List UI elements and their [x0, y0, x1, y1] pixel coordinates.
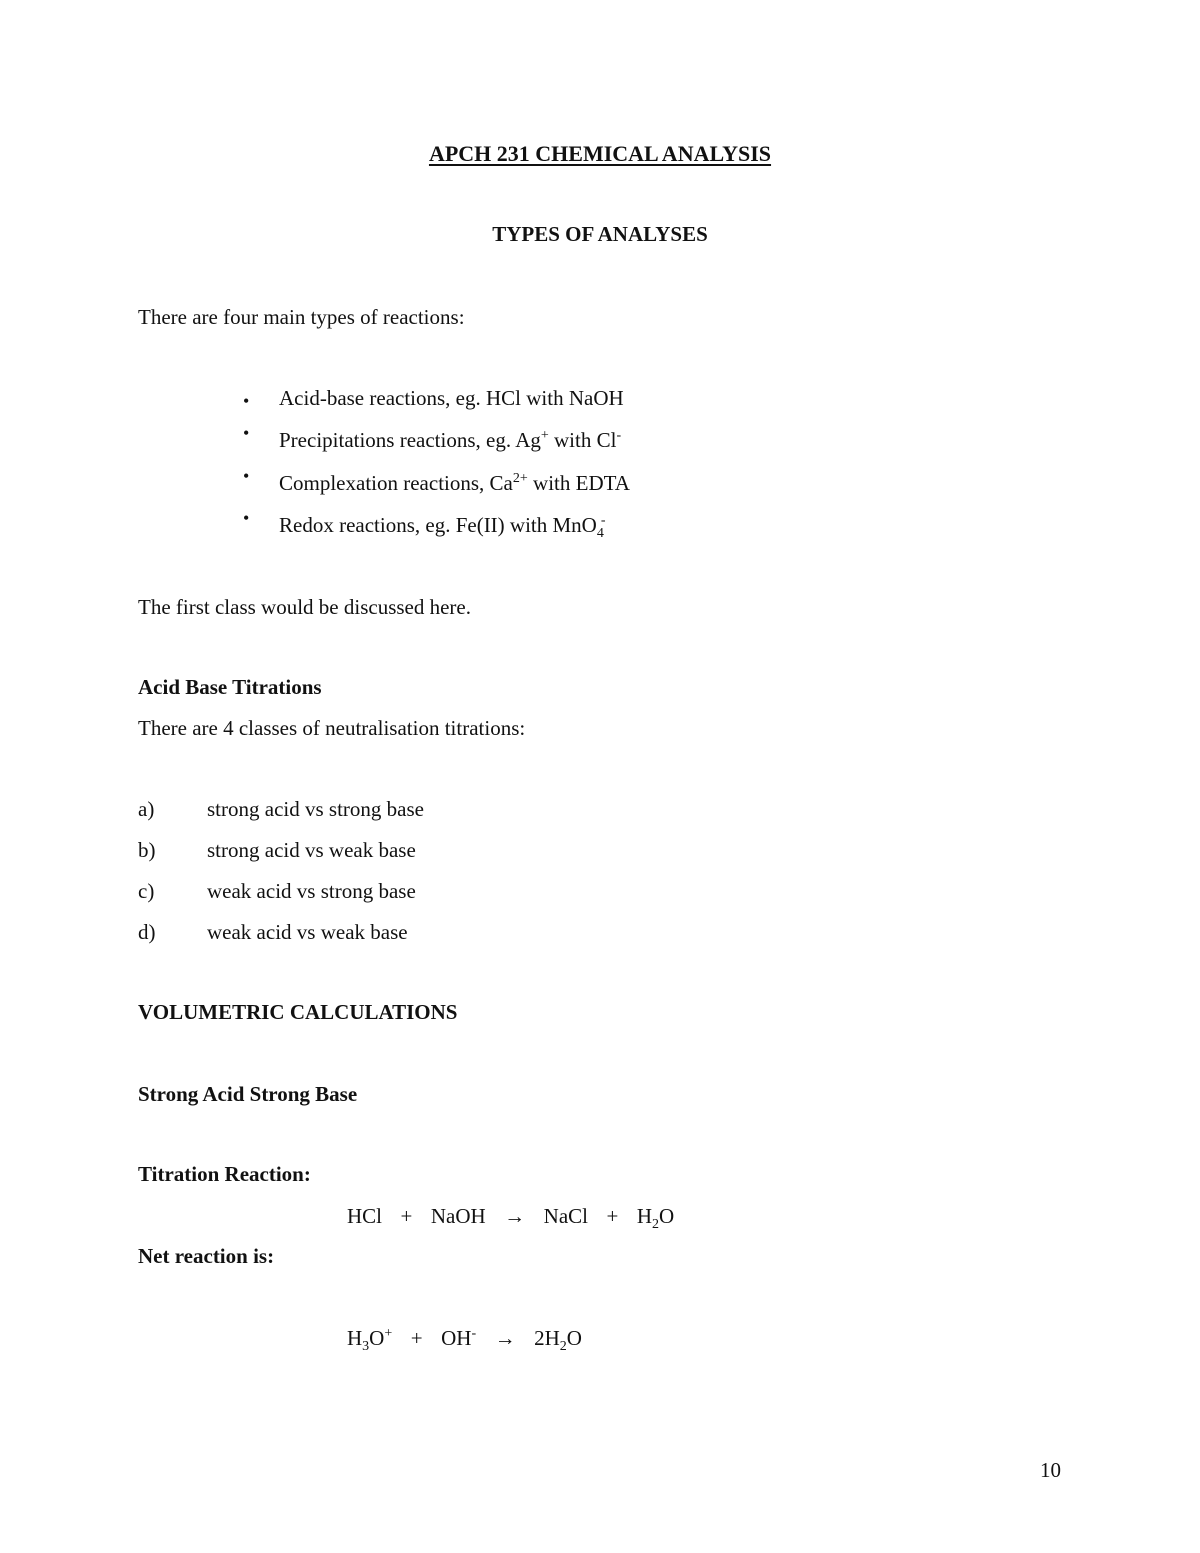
item-text: strong acid vs strong base	[207, 797, 424, 821]
page-number: 10	[1040, 1458, 1061, 1482]
bullet-icon: •	[243, 466, 250, 486]
acid-base-heading: Acid Base Titrations	[138, 675, 322, 699]
item-label: c)	[138, 879, 155, 903]
net-equation: $H_3O^+ + OH^- \to 2H_2O$	[347, 1326, 582, 1355]
arrow-icon: →	[504, 1204, 526, 1228]
item-label: b)	[138, 838, 156, 862]
reaction-text: Acid-base reactions, eg. HCl with NaOH	[279, 386, 624, 410]
intro-text: There are four main types of reactions:	[138, 305, 465, 329]
volumetric-heading: VOLUMETRIC CALCULATIONS	[138, 1000, 458, 1024]
titration-reaction-label: Titration Reaction:	[138, 1162, 311, 1186]
reaction-text: Precipitations reactions, eg. Ag+ with Cl-	[279, 428, 622, 452]
bullet-icon: •	[243, 423, 250, 443]
acid-base-intro: There are 4 classes of neutralisation titrations:	[138, 716, 526, 740]
strong-acid-heading: Strong Acid Strong Base	[138, 1082, 358, 1106]
item-label: d)	[138, 920, 156, 944]
item-text: weak acid vs strong base	[207, 879, 416, 903]
first-class-note: The first class would be discussed here.	[138, 595, 471, 619]
item-text: weak acid vs weak base	[207, 920, 408, 944]
net-reaction-label: Net reaction is:	[138, 1244, 275, 1268]
reaction-text: Redox reactions, eg. Fe(II) with MnO$_4$-	[279, 513, 606, 542]
reaction-text: Complexation reactions, $Ca^{2+}$ with EDTA	[279, 471, 630, 495]
bullet-icon: •	[243, 508, 250, 528]
section-title: TYPES OF ANALYSES	[492, 222, 708, 246]
item-text: strong acid vs weak base	[207, 838, 416, 862]
bullet-icon: •	[243, 391, 250, 411]
course-title: APCH 231 CHEMICAL ANALYSIS	[428, 141, 772, 166]
titration-equation: HCl + NaOH → NaCl + $H_2O$	[347, 1204, 675, 1233]
item-label: a)	[138, 797, 155, 821]
arrow-icon: →	[494, 1326, 516, 1350]
